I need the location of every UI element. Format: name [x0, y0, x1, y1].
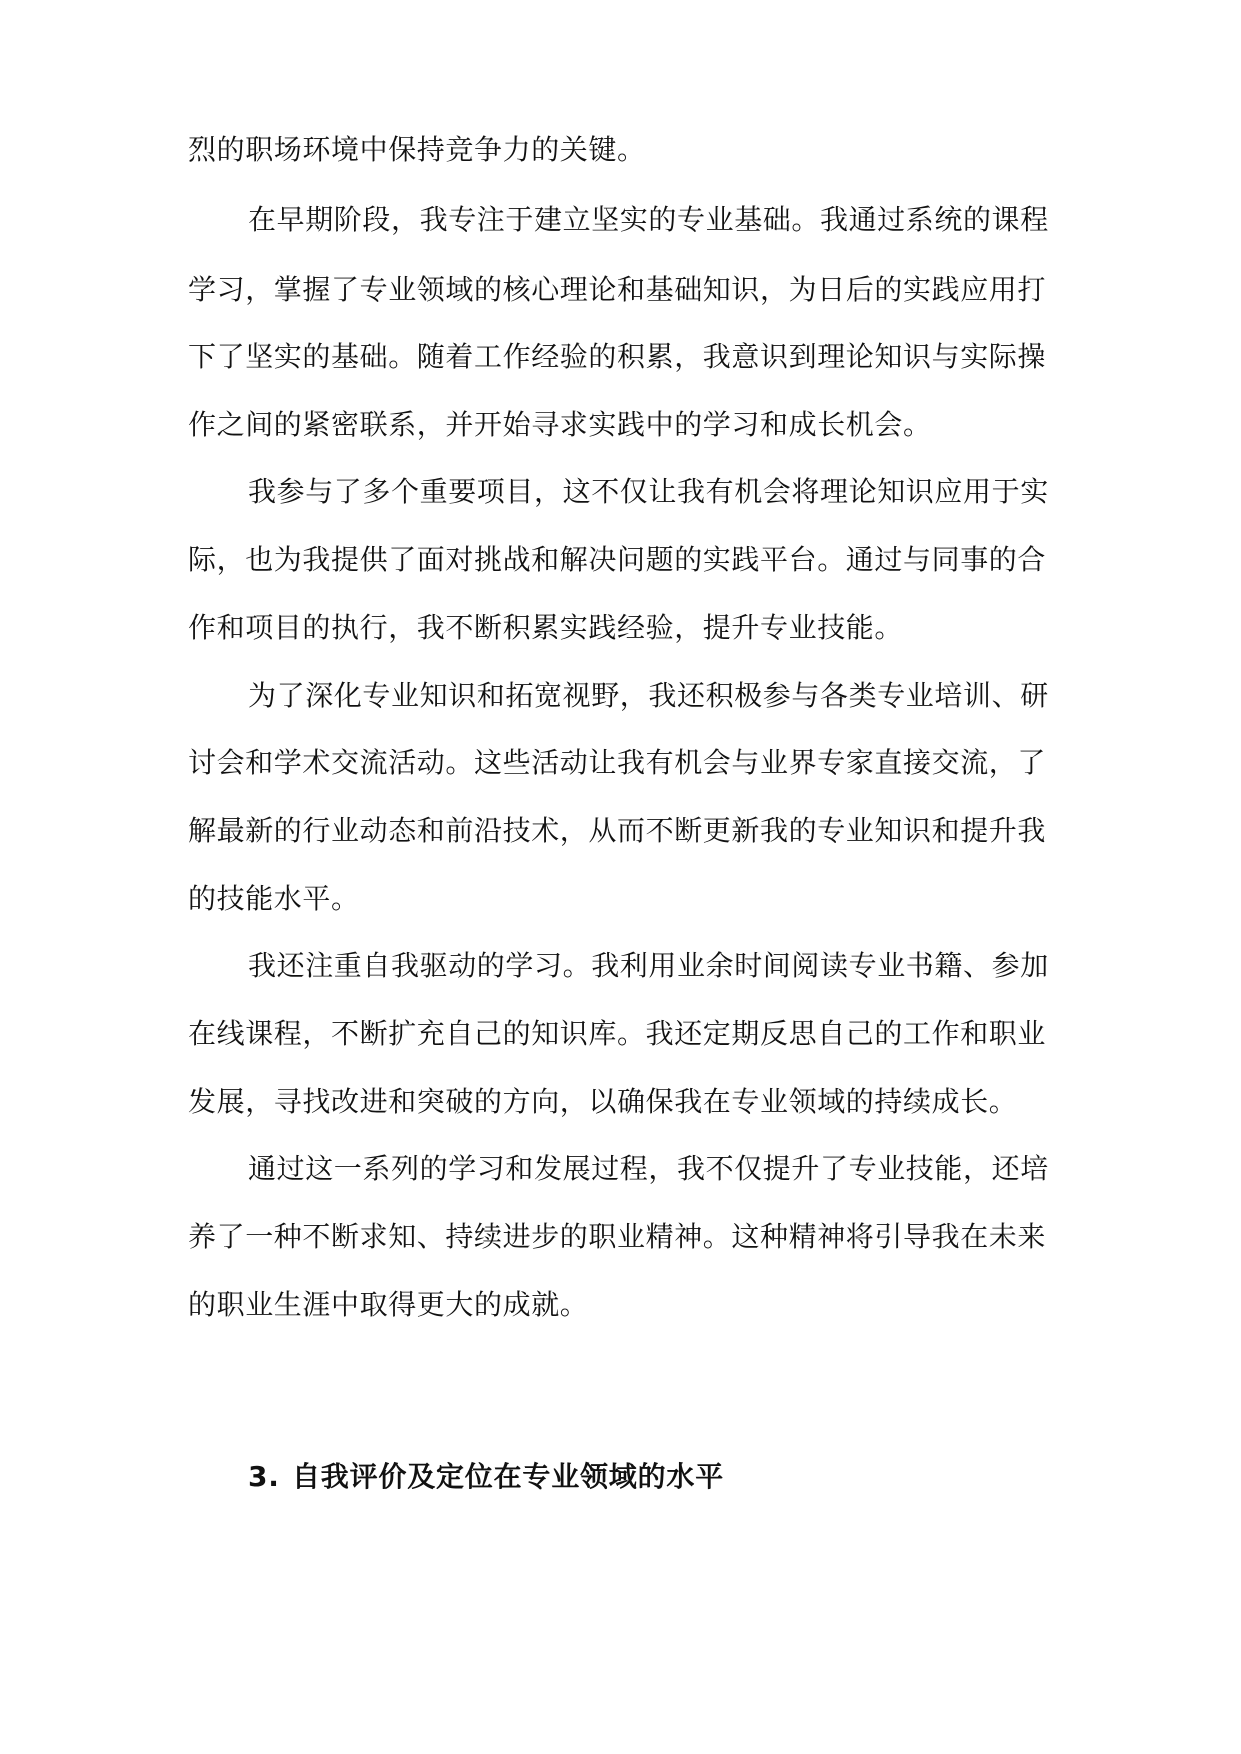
- paragraph-first-line: 我参与了多个重要项目，这不仅让我有机会将理论知识应用于实: [248, 475, 1049, 508]
- text-line: 发展，寻找改进和突破的方向，以确保我在专业领域的持续成长。: [188, 1085, 1018, 1118]
- text-line: 作之间的紧密联系，并开始寻求实践中的学习和成长机会。: [188, 408, 932, 441]
- text-line: 的职业生涯中取得更大的成就。: [188, 1288, 589, 1321]
- paragraph-first-line: 为了深化专业知识和拓宽视野，我还积极参与各类专业培训、研: [248, 679, 1049, 712]
- section-number: 3.: [248, 1460, 280, 1493]
- text-line: 学习，掌握了专业领域的核心理论和基础知识，为日后的实践应用打: [188, 273, 1047, 306]
- text-line: 下了坚实的基础。随着工作经验的积累，我意识到理论知识与实际操: [188, 340, 1047, 373]
- text-line: 作和项目的执行，我不断积累实践经验，提升专业技能。: [188, 611, 904, 644]
- text-line: 的技能水平。: [188, 882, 360, 915]
- section-heading: [248, 1455, 724, 1499]
- paragraph-first-line: 我还注重自我驱动的学习。我利用业余时间阅读专业书籍、参加: [248, 949, 1049, 982]
- text-line: 讨会和学术交流活动。这些活动让我有机会与业界专家直接交流，了: [188, 746, 1047, 779]
- section-title: 自我评价及定位在专业领域的水平: [292, 1460, 725, 1493]
- paragraph-first-line: 在早期阶段，我专注于建立坚实的专业基础。我通过系统的课程: [248, 203, 1049, 236]
- paragraph-first-line: 通过这一系列的学习和发展过程，我不仅提升了专业技能，还培: [248, 1152, 1049, 1185]
- text-line: 解最新的行业动态和前沿技术，从而不断更新我的专业知识和提升我: [188, 814, 1047, 847]
- text-line: 养了一种不断求知、持续进步的职业精神。这种精神将引导我在未来: [188, 1220, 1047, 1253]
- text-line: 烈的职场环境中保持竞争力的关键。: [188, 133, 646, 166]
- text-line: 在线课程，不断扩充自己的知识库。我还定期反思自己的工作和职业: [188, 1017, 1047, 1050]
- text-line: 际，也为我提供了面对挑战和解决问题的实践平台。通过与同事的合: [188, 543, 1047, 576]
